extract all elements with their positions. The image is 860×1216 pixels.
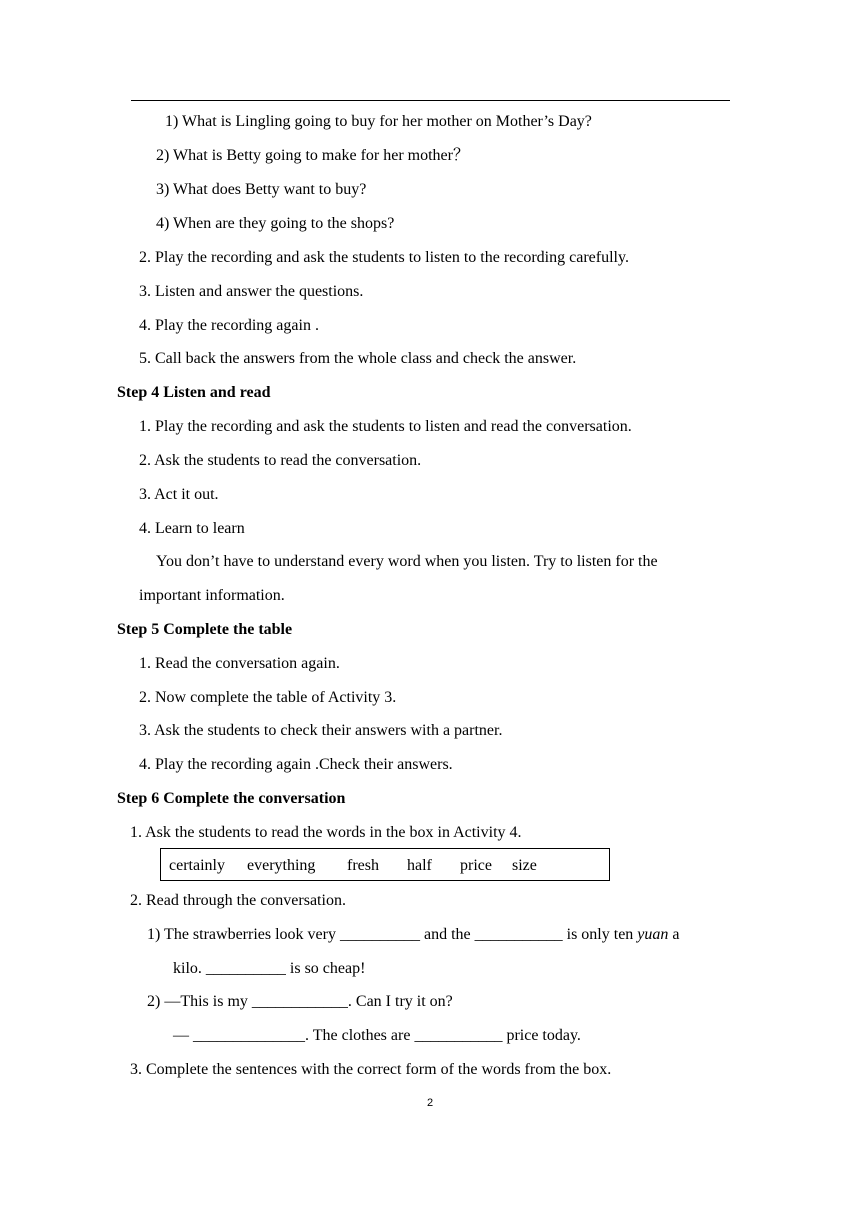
- list-item: 5. Call back the answers from the whole class and check the answer.: [139, 350, 577, 367]
- step5-heading: Step 5 Complete the table: [117, 621, 293, 638]
- sentence-1-line-2: kilo. __________ is so cheap!: [173, 960, 366, 977]
- tip-text-line-2: important information.: [139, 587, 285, 604]
- word-box-item: half: [407, 857, 432, 874]
- list-item: 3. Listen and answer the questions.: [139, 283, 364, 300]
- list-item: 2. Read through the conversation.: [130, 892, 346, 909]
- step4-heading: Step 4 Listen and read: [117, 384, 271, 401]
- list-item: 2. Now complete the table of Activity 3.: [139, 689, 397, 706]
- word-box: [160, 848, 610, 881]
- question-3: 3) What does Betty want to buy?: [156, 181, 367, 198]
- italic-word: yuan: [637, 926, 669, 943]
- word-box-item: fresh: [347, 857, 379, 874]
- sentence-text: 1) The strawberries look very __________ and the ___________ is only ten: [147, 926, 638, 943]
- word-box-item: price: [460, 857, 492, 874]
- list-item: 3. Complete the sentences with the correct form of the words from the box.: [130, 1061, 612, 1078]
- word-box-item: everything: [247, 857, 316, 874]
- question-2: 2) What is Betty going to make for her mother？: [156, 147, 469, 164]
- list-item: 3. Ask the students to check their answers with a partner.: [139, 722, 503, 739]
- sentence-1-line-1: [147, 925, 680, 945]
- list-item: 1. Read the conversation again.: [139, 655, 340, 672]
- list-item: 1. Play the recording and ask the students to listen and read the conversation.: [139, 418, 632, 435]
- list-item: 1. Ask the students to read the words in the box in Activity 4.: [130, 824, 522, 841]
- step6-heading: Step 6 Complete the conversation: [117, 790, 346, 807]
- sentence-2-line-2: — ______________. The clothes are ___________ price today.: [173, 1027, 581, 1044]
- question-4: 4) When are they going to the shops?: [156, 215, 395, 232]
- page-number: 2: [426, 1097, 434, 1109]
- sentence-text: a: [668, 926, 680, 943]
- tip-text-line-1: You don’t have to understand every word when you listen. Try to listen for the: [156, 553, 658, 570]
- list-item: 4. Learn to learn: [139, 520, 245, 537]
- list-item: 2. Ask the students to read the conversation.: [139, 452, 422, 469]
- word-box-item: size: [512, 857, 537, 874]
- list-item: 3. Act it out.: [139, 486, 219, 503]
- header-rule: [131, 100, 730, 101]
- list-item: 4. Play the recording again .Check their answers.: [139, 756, 453, 773]
- sentence-2-line-1: 2) —This is my ____________. Can I try it on?: [147, 993, 453, 1010]
- question-1: 1) What is Lingling going to buy for her mother on Mother’s Day?: [165, 113, 592, 130]
- list-item: 2. Play the recording and ask the students to listen to the recording carefully.: [139, 249, 629, 266]
- word-box-item: certainly: [169, 857, 225, 874]
- list-item: 4. Play the recording again .: [139, 317, 319, 334]
